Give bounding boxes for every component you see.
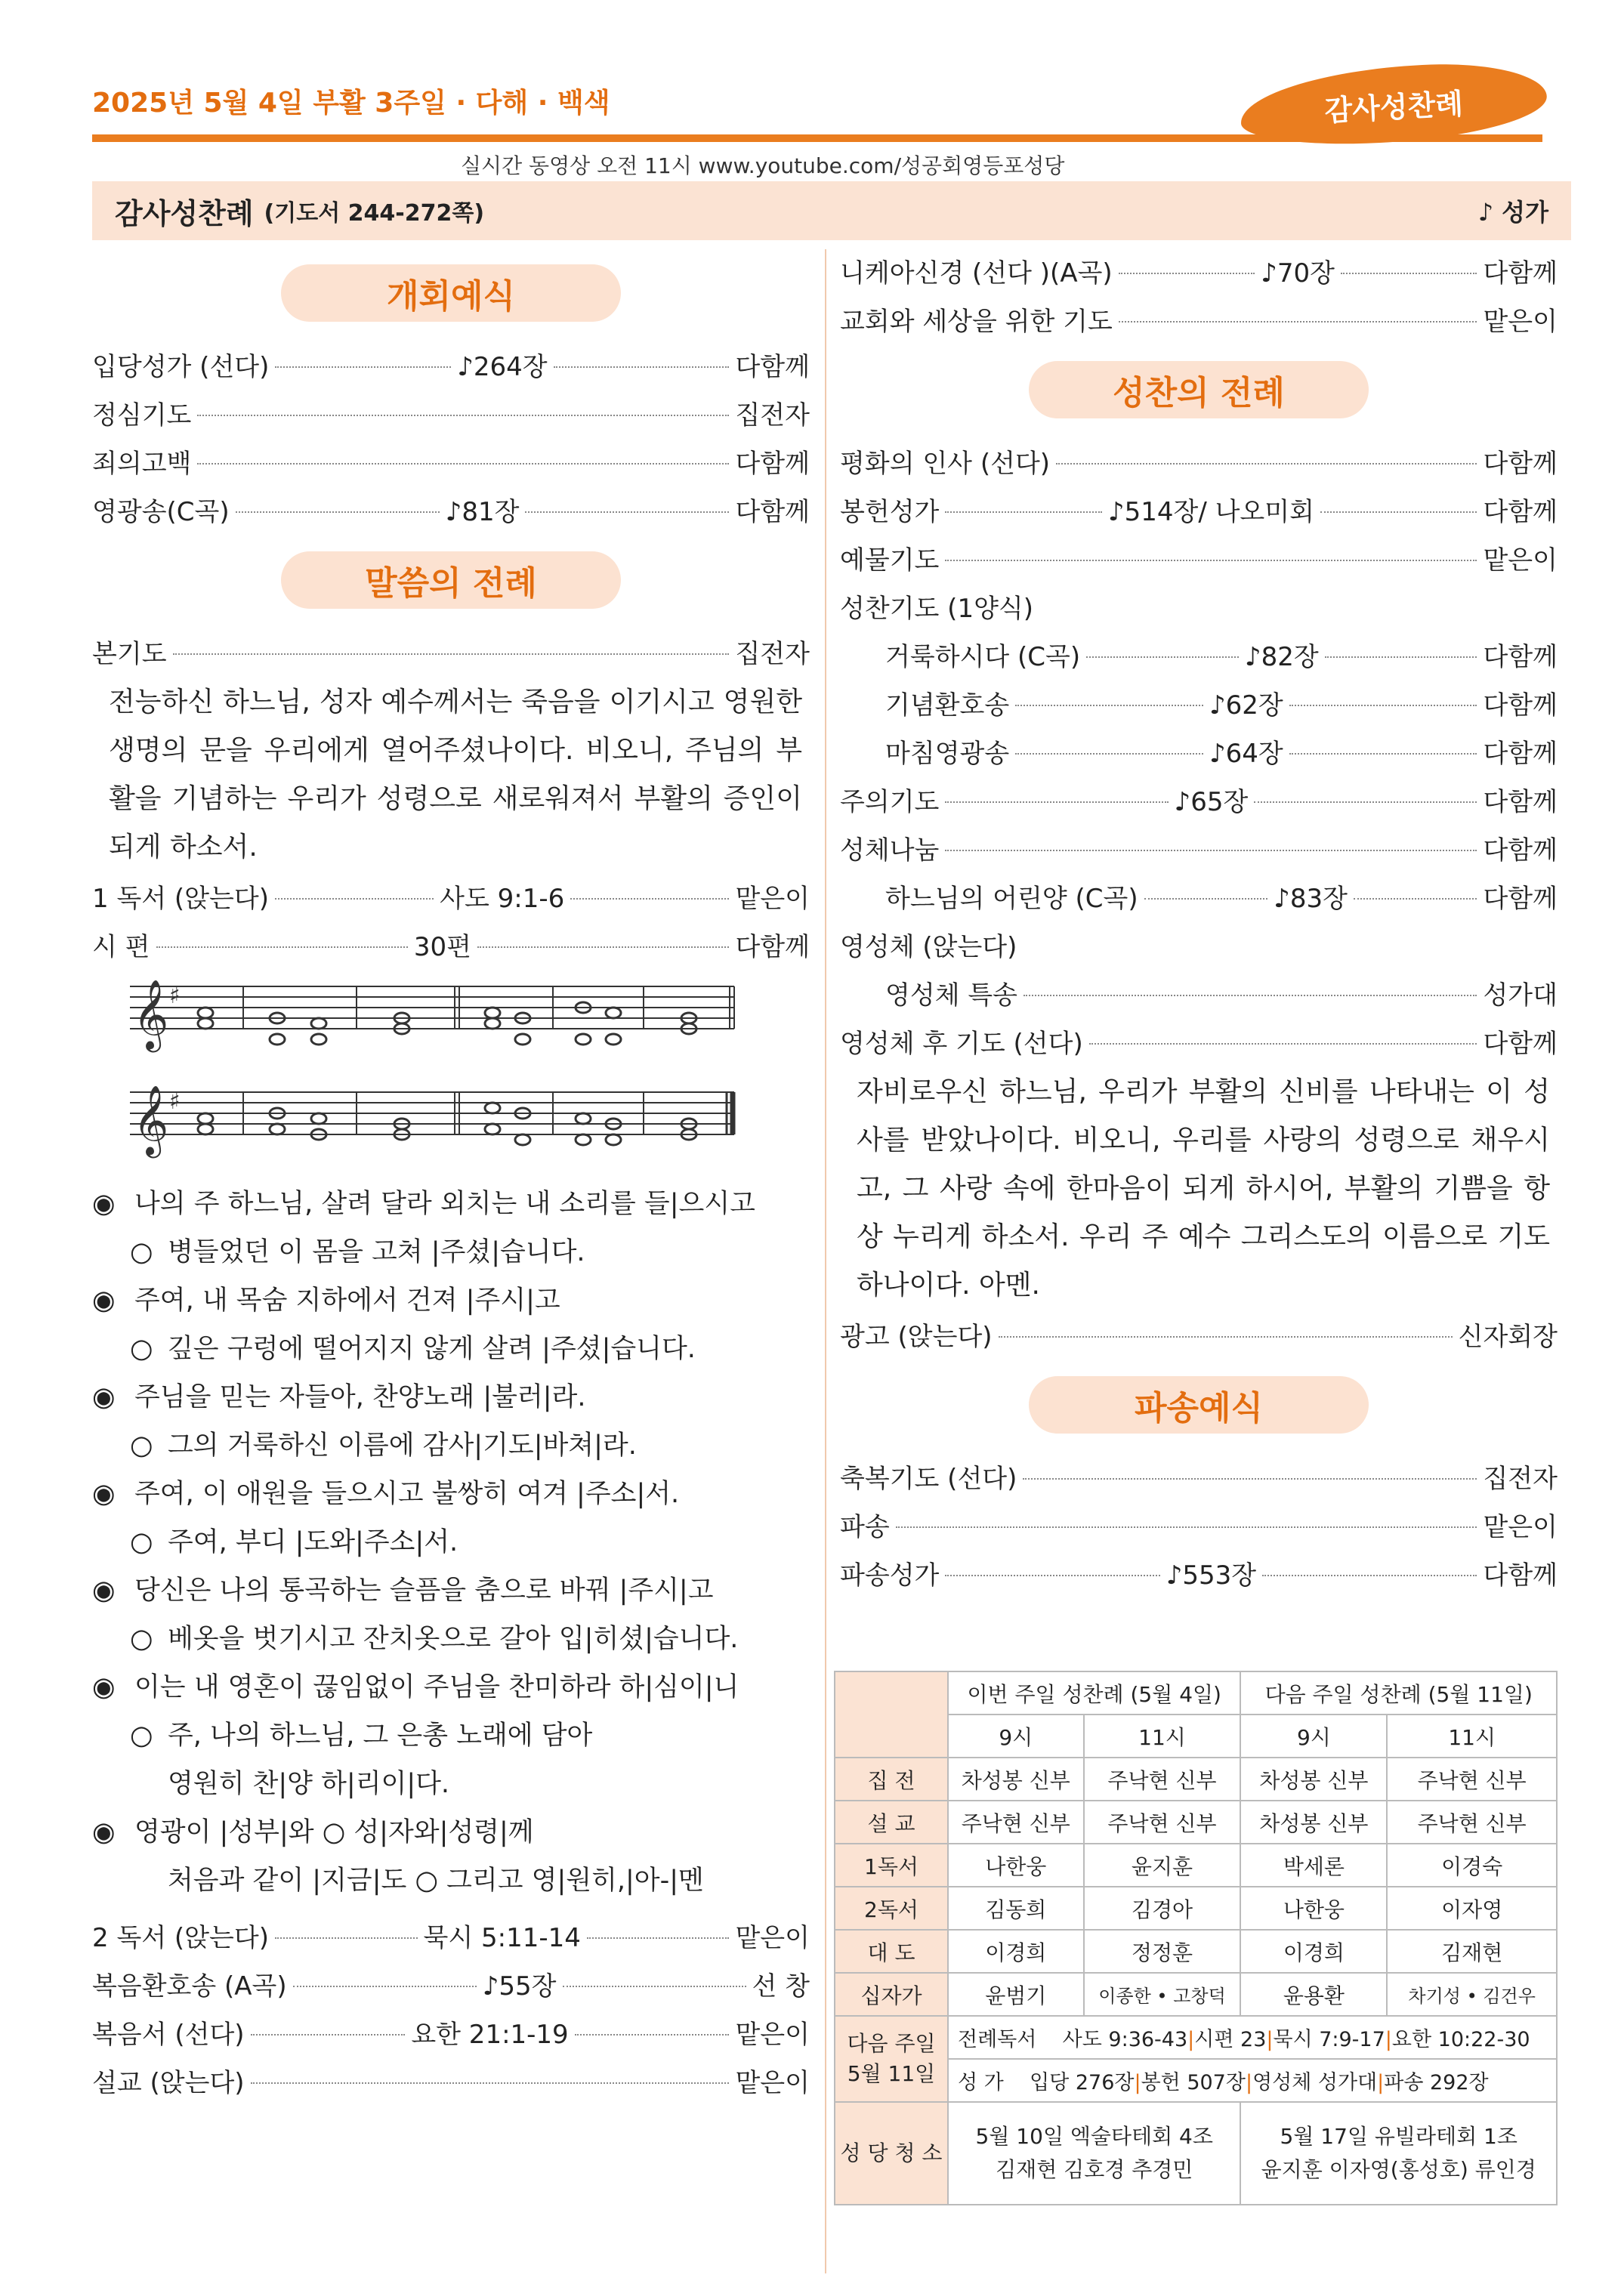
reading-item: 시편 23 bbox=[1194, 2028, 1267, 2051]
leader-dots bbox=[1254, 801, 1477, 803]
versicle-text: 당신은 나의 통곡하는 슬픔을 춤으로 바꿔 |주시|고 bbox=[134, 1576, 714, 1606]
music-staff-icon bbox=[130, 979, 795, 1168]
psalm-response bbox=[92, 1615, 810, 1663]
row-role: 맡은이 bbox=[735, 1923, 810, 1953]
collect-row bbox=[92, 630, 810, 678]
response-text: 깊은 구렁에 떨어지지 않게 살려 |주셨|습니다. bbox=[168, 1334, 696, 1364]
leader-dots bbox=[251, 2034, 406, 2036]
table-cell: 이경숙 bbox=[1387, 1844, 1557, 1887]
leader-dots bbox=[1015, 705, 1203, 706]
table-cell: 정정훈 bbox=[1084, 1930, 1241, 1973]
row-role: 집전자 bbox=[735, 400, 810, 431]
leader-dots bbox=[1289, 753, 1477, 755]
row-role: 맡은이 bbox=[735, 2068, 810, 2098]
row-label: 마침영광송 bbox=[885, 739, 1010, 769]
row-role: 다함께 bbox=[735, 932, 810, 962]
row-label: 영성체 후 기도 (선다) bbox=[840, 1029, 1083, 1059]
versicle-text: 주님을 믿는 자들아, 찬양노래 |불러|라. bbox=[134, 1382, 586, 1412]
leader-dots bbox=[1354, 898, 1477, 900]
row-hymn: ♪83장 bbox=[1274, 884, 1348, 914]
row-label: 성체나눔 bbox=[840, 835, 940, 866]
cleaning-names: 김재현 김호경 추경민 bbox=[996, 2157, 1193, 2182]
hymn-column-label: ♪ 성가 bbox=[1477, 198, 1548, 227]
table-cell: 박세론 bbox=[1240, 1844, 1387, 1887]
row-role: 다함께 bbox=[1483, 884, 1558, 914]
row-hymn: ♪62장 bbox=[1209, 690, 1283, 721]
table-cell: 차성봉 신부 bbox=[948, 1758, 1084, 1801]
table-cell: 나한웅 bbox=[1240, 1887, 1387, 1930]
time-header: 9시 bbox=[1240, 1715, 1387, 1758]
row-role: 집전자 bbox=[735, 639, 810, 669]
leader-dots bbox=[173, 653, 730, 655]
reading-rows bbox=[92, 875, 810, 971]
order-row bbox=[840, 730, 1558, 778]
row-label: 본기도 bbox=[92, 639, 167, 669]
psalm-text bbox=[92, 1180, 810, 1808]
leader-dots bbox=[1023, 1478, 1477, 1480]
row-label: 축복기도 (선다) bbox=[840, 1464, 1017, 1494]
hymn-item: 파송 292장 bbox=[1384, 2071, 1489, 2094]
table-cell: 이경희 bbox=[1240, 1930, 1387, 1973]
response-icon: ○ bbox=[130, 1721, 153, 1751]
row-label: 평화의 인사 (선다) bbox=[840, 449, 1051, 479]
leader-dots bbox=[945, 511, 1102, 513]
table-cell: 차기성 • 김건우 bbox=[1387, 1973, 1557, 2016]
row-role: 다함께 bbox=[1483, 1029, 1558, 1059]
leader-dots bbox=[945, 560, 1477, 561]
response-icon: ○ bbox=[130, 1624, 153, 1654]
svg-text:𝄞: 𝄞 bbox=[133, 979, 169, 1049]
row-label: 시 편 bbox=[92, 932, 150, 962]
leader-dots bbox=[587, 1937, 730, 1939]
row-label: 2 독서 (앉는다) bbox=[92, 1923, 269, 1953]
row-label: 파송 bbox=[840, 1512, 890, 1542]
cleaning-title: 5월 17일 유빌라테회 1조 bbox=[1280, 2124, 1517, 2149]
leader-dots bbox=[1144, 898, 1268, 900]
section-heading-word: 말씀의 전례 bbox=[281, 551, 621, 609]
leader-dots bbox=[525, 511, 729, 513]
order-row bbox=[92, 2011, 810, 2059]
psalm-response bbox=[92, 1421, 810, 1470]
row-role: 맡은이 bbox=[1483, 545, 1558, 576]
order-row bbox=[92, 440, 810, 488]
leader-dots bbox=[1289, 705, 1477, 706]
gloria-line-1: 영광이 |성부|와 ○ 성|자와|성령|께 bbox=[134, 1817, 534, 1847]
table-cell: 이경희 bbox=[948, 1930, 1084, 1973]
time-header: 11시 bbox=[1387, 1715, 1557, 1758]
psalm-chant-score bbox=[130, 979, 810, 1171]
next-readings: 전례독서 사도 9:36-43|시편 23|묵시 7:9-17|요한 10:22-30 bbox=[948, 2016, 1557, 2059]
leader-dots bbox=[1119, 273, 1255, 274]
leader-dots bbox=[275, 366, 451, 368]
table-cell: 김동희 bbox=[948, 1887, 1084, 1930]
leader-dots bbox=[1320, 511, 1477, 513]
row-role: 집전자 bbox=[1483, 1464, 1558, 1494]
next-week-header: 다음 주일 성찬례 (5월 11일) bbox=[1240, 1671, 1557, 1715]
response-text: 베옷을 벗기시고 잔치옷으로 갈아 입|히셨|습니다. bbox=[168, 1624, 739, 1654]
cleaning-names: 윤지훈 이자영(홍성호) 류인경 bbox=[1261, 2157, 1536, 2182]
reading-item: 묵시 7:9-17 bbox=[1273, 2028, 1385, 2051]
page-title: 감사성찬례 bbox=[115, 196, 254, 230]
communion-heading bbox=[840, 923, 1558, 971]
row-role: 다함께 bbox=[1483, 449, 1558, 479]
leader-dots bbox=[896, 1526, 1477, 1528]
readings-label: 전례독서 bbox=[958, 2028, 1037, 2051]
cleaning-group-a bbox=[948, 2102, 1240, 2205]
row-role: 맡은이 bbox=[735, 2020, 810, 2050]
title-bar bbox=[92, 181, 1571, 240]
versicle-icon: ◉ bbox=[92, 1382, 116, 1412]
svg-text:♯: ♯ bbox=[169, 1088, 181, 1115]
response-icon: ○ bbox=[130, 1334, 153, 1364]
hymns-label: 성 가 bbox=[958, 2071, 1004, 2094]
row-header: 설 교 bbox=[835, 1801, 948, 1844]
psalm-response bbox=[92, 1518, 810, 1566]
response-text: 주, 나의 하느님, 그 은총 노래에 담아 bbox=[168, 1721, 593, 1751]
psalm-versicle bbox=[92, 1276, 810, 1325]
response-icon: ○ bbox=[130, 1431, 153, 1461]
notice-row bbox=[840, 1313, 1558, 1361]
leader-dots bbox=[945, 1575, 1159, 1576]
leader-dots bbox=[275, 1937, 418, 1939]
row-hymn: 요한 21:1-19 bbox=[411, 2020, 569, 2050]
leader-dots bbox=[275, 898, 434, 900]
reading-item: 요한 10:22-30 bbox=[1391, 2028, 1530, 2051]
dismissal-rows bbox=[840, 1455, 1558, 1600]
table-cell: 주낙현 신부 bbox=[1084, 1758, 1241, 1801]
section-heading-dismissal: 파송예식 bbox=[1029, 1376, 1369, 1434]
row-label: 교회와 세상을 위한 기도 bbox=[840, 307, 1113, 337]
row-role: 신자회장 bbox=[1458, 1322, 1558, 1352]
gloria-line-2: 처음과 같이 |지금|도 ○ 그리고 영|원히,|아-|멘 bbox=[168, 1866, 704, 1896]
row-hymn: ♪70장 bbox=[1261, 258, 1335, 289]
leader-dots bbox=[293, 1986, 477, 1987]
response-text: 병들었던 이 몸을 고쳐 |주셨|습니다. bbox=[168, 1237, 585, 1267]
table-cell: 주낙현 신부 bbox=[1387, 1801, 1557, 1844]
section-heading-opening: 개회예식 bbox=[281, 264, 621, 322]
leader-dots bbox=[1325, 656, 1477, 658]
row-label: 설교 (앉는다) bbox=[92, 2068, 245, 2098]
row-role: 맡은이 bbox=[735, 884, 810, 914]
row-label: 주의기도 bbox=[840, 787, 940, 817]
order-row bbox=[840, 440, 1558, 488]
right-column bbox=[840, 249, 1558, 1600]
service-date: 2025년 5월 4일 부활 3주일 · 다해 · 백색 bbox=[92, 88, 610, 119]
row-label: 예물기도 bbox=[840, 545, 940, 576]
service-badge: 감사성찬례 bbox=[1239, 58, 1549, 150]
leader-dots bbox=[1089, 1043, 1477, 1045]
psalm-versicle bbox=[92, 1470, 810, 1518]
table-cell: 윤범기 bbox=[948, 1973, 1084, 2016]
row-hymn: ♪514장/ 나오미회 bbox=[1107, 497, 1314, 527]
row-role: 다함께 bbox=[1483, 642, 1558, 672]
hymn-item: 봉헌 507장 bbox=[1141, 2071, 1246, 2094]
table-cell: 김경아 bbox=[1084, 1887, 1241, 1930]
section-heading-eucharist: 성찬의 전례 bbox=[1029, 361, 1369, 418]
response-icon: ○ bbox=[130, 1237, 153, 1267]
row-header: 대 도 bbox=[835, 1930, 948, 1973]
order-row bbox=[92, 343, 810, 391]
leader-dots bbox=[197, 415, 729, 416]
table-cell: 이자영 bbox=[1387, 1887, 1557, 1930]
hymn-item: 영성체 성가대 bbox=[1252, 2071, 1378, 2094]
order-row bbox=[92, 875, 810, 923]
leader-dots bbox=[945, 850, 1477, 851]
row-role: 맡은이 bbox=[1483, 1512, 1558, 1542]
table-cell: 나한웅 bbox=[948, 1844, 1084, 1887]
versicle-text: 이는 내 영혼이 끊임없이 주님을 찬미하라 하|심이|니 bbox=[134, 1672, 739, 1702]
live-stream-info: 실시간 동영상 오전 11시 www.youtube.com/성공회영등포성당 bbox=[461, 153, 1065, 178]
psalm-response bbox=[92, 1228, 810, 1276]
psalm-versicle bbox=[92, 1663, 810, 1711]
table-cell: 윤용환 bbox=[1240, 1973, 1387, 2016]
versicle-icon: ◉ bbox=[92, 1576, 116, 1606]
next-sunday-label: 다음 주일 5월 11일 bbox=[835, 2016, 948, 2102]
leader-dots bbox=[575, 2034, 730, 2036]
table-cell: 주낙현 신부 bbox=[1084, 1801, 1241, 1844]
leader-dots bbox=[1015, 753, 1203, 755]
row-label: 성찬기도 (1양식) bbox=[840, 594, 1034, 624]
order-row bbox=[840, 778, 1558, 826]
table-cell: 윤지훈 bbox=[1084, 1844, 1241, 1887]
order-row bbox=[92, 391, 810, 440]
row-label: 거룩하시다 (C곡) bbox=[885, 642, 1081, 672]
row-label: 광고 (앉는다) bbox=[840, 1322, 993, 1352]
row-label: 니케아신경 (선다 )(A곡) bbox=[840, 258, 1113, 289]
row-hymn: ♪64장 bbox=[1209, 739, 1283, 769]
eucharistic-prayer-heading bbox=[840, 585, 1558, 633]
order-row bbox=[840, 971, 1558, 1020]
row-label: 파송성가 bbox=[840, 1560, 940, 1591]
table-cell: 김재현 bbox=[1387, 1930, 1557, 1973]
row-role: 다함께 bbox=[735, 449, 810, 479]
leader-dots bbox=[554, 366, 730, 368]
header-rule bbox=[92, 134, 1542, 142]
order-row bbox=[840, 488, 1558, 536]
table-cell: 주낙현 신부 bbox=[1387, 1758, 1557, 1801]
leader-dots bbox=[251, 2082, 730, 2084]
cleaning-label: 성 당 청 소 bbox=[835, 2102, 948, 2205]
row-hymn: ♪81장 bbox=[445, 497, 520, 527]
leader-dots bbox=[1086, 656, 1239, 658]
response-icon: ○ bbox=[130, 1527, 153, 1557]
response-text: 그의 거룩하신 이름에 감사|기도|바쳐|라. bbox=[168, 1431, 637, 1461]
table-row bbox=[835, 1801, 1557, 1844]
svg-text:♯: ♯ bbox=[169, 983, 181, 1009]
table-cell: 주낙현 신부 bbox=[948, 1801, 1084, 1844]
versicle-text: 주여, 내 목숨 지하에서 건져 |주시|고 bbox=[134, 1286, 560, 1316]
row-hymn: ♪65장 bbox=[1174, 787, 1249, 817]
row-role: 선 창 bbox=[752, 1971, 810, 2002]
left-column bbox=[92, 249, 810, 2107]
row-label: 복음환호송 (A곡) bbox=[92, 1971, 287, 2002]
row-header: 2독서 bbox=[835, 1887, 948, 1930]
response-text: 영원히 찬|양 하|리이|다. bbox=[168, 1769, 450, 1799]
schedule-rows bbox=[835, 1758, 1557, 2016]
leader-dots bbox=[999, 1336, 1453, 1338]
communion-rows bbox=[840, 971, 1558, 1068]
row-hymn: ♪55장 bbox=[482, 1971, 557, 2002]
svg-text:𝄞: 𝄞 bbox=[133, 1085, 169, 1155]
psalm-versicle bbox=[92, 1373, 810, 1421]
versicle-text: 나의 주 하느님, 살려 달라 외치는 내 소리를 들|으시고 bbox=[134, 1189, 755, 1219]
order-row bbox=[92, 488, 810, 536]
table-row bbox=[835, 1930, 1557, 1973]
versicle-icon: ◉ bbox=[92, 1672, 116, 1702]
table-cell: 차성봉 신부 bbox=[1240, 1758, 1387, 1801]
order-row bbox=[840, 633, 1558, 681]
psalm-response bbox=[92, 1325, 810, 1373]
row-hymn: ♪82장 bbox=[1244, 642, 1319, 672]
row-hymn: 사도 9:1-6 bbox=[440, 884, 565, 914]
order-row bbox=[840, 298, 1558, 346]
creed-rows bbox=[840, 249, 1558, 346]
table-row bbox=[835, 1887, 1557, 1930]
leader-dots bbox=[1262, 1575, 1477, 1576]
gospel-rows bbox=[92, 1914, 810, 2107]
row-label: 영성체 (앉는다) bbox=[840, 932, 1017, 962]
column-divider bbox=[825, 249, 826, 2273]
row-header: 집 전 bbox=[835, 1758, 948, 1801]
schedule-table bbox=[834, 1671, 1558, 2205]
leader-dots bbox=[1056, 463, 1477, 465]
order-row bbox=[840, 1455, 1558, 1503]
order-row bbox=[840, 681, 1558, 730]
leader-dots bbox=[236, 511, 440, 513]
row-role: 다함께 bbox=[1483, 690, 1558, 721]
table-cell: 이종한 • 고창덕 bbox=[1084, 1973, 1241, 2016]
leader-dots bbox=[477, 946, 729, 948]
order-row bbox=[840, 249, 1558, 298]
psalm-versicle bbox=[92, 1566, 810, 1615]
offertory-rows bbox=[840, 440, 1558, 585]
row-header: 1독서 bbox=[835, 1844, 948, 1887]
row-role: 성가대 bbox=[1483, 980, 1558, 1011]
order-row bbox=[92, 1962, 810, 2011]
order-row bbox=[840, 826, 1558, 875]
row-role: 다함께 bbox=[1483, 497, 1558, 527]
row-hymn: ♪264장 bbox=[457, 352, 548, 382]
cleaning-title: 5월 10일 엑술타테회 4조 bbox=[975, 2124, 1213, 2149]
row-hymn: ♪553장 bbox=[1166, 1560, 1257, 1591]
row-label: 죄의고백 bbox=[92, 449, 192, 479]
row-role: 다함께 bbox=[735, 497, 810, 527]
row-role: 다함께 bbox=[1483, 739, 1558, 769]
row-label: 1 독서 (앉는다) bbox=[92, 884, 269, 914]
cleaning-group-b bbox=[1240, 2102, 1557, 2205]
row-label: 영성체 특송 bbox=[885, 980, 1018, 1011]
psalm-versicle bbox=[92, 1180, 810, 1228]
prayer-book-pages: (기도서 244-272쪽) bbox=[264, 200, 485, 227]
order-row bbox=[840, 1551, 1558, 1600]
opening-rows bbox=[92, 343, 810, 536]
table-corner bbox=[835, 1671, 948, 1758]
hymn-item: 입당 276장 bbox=[1030, 2071, 1135, 2094]
row-role: 다함께 bbox=[735, 352, 810, 382]
table-row bbox=[835, 1844, 1557, 1887]
order-row bbox=[92, 2059, 810, 2107]
row-label: 봉헌성가 bbox=[840, 497, 940, 527]
row-role: 다함께 bbox=[1483, 835, 1558, 866]
row-label: 영광송(C곡) bbox=[92, 497, 230, 527]
psalm-response bbox=[92, 1760, 810, 1808]
psalm-response bbox=[92, 1711, 810, 1760]
leader-dots bbox=[197, 463, 729, 465]
order-row bbox=[840, 1020, 1558, 1068]
leader-dots bbox=[1119, 321, 1477, 323]
leader-dots bbox=[1023, 995, 1477, 996]
row-label: 입당성가 (선다) bbox=[92, 352, 270, 382]
this-week-header: 이번 주일 성찬례 (5월 4일) bbox=[948, 1671, 1240, 1715]
reading-item: 사도 9:36-43 bbox=[1062, 2028, 1188, 2051]
order-row bbox=[92, 1914, 810, 1962]
leader-dots bbox=[156, 946, 408, 948]
order-row bbox=[92, 923, 810, 971]
eucharistic-rows bbox=[840, 633, 1558, 923]
row-header: 십자가 bbox=[835, 1973, 948, 2016]
table-row bbox=[835, 1758, 1557, 1801]
order-row bbox=[840, 1503, 1558, 1551]
versicle-icon: ◉ bbox=[92, 1479, 116, 1509]
time-header: 9시 bbox=[948, 1715, 1084, 1758]
row-label: 복음서 (선다) bbox=[92, 2020, 245, 2050]
row-label: 기념환호송 bbox=[885, 690, 1010, 721]
time-header: 11시 bbox=[1084, 1715, 1241, 1758]
next-hymns: 성 가 입당 276장|봉헌 507장|영성체 성가대|파송 292장 bbox=[948, 2059, 1557, 2102]
versicle-text: 주여, 이 애원을 들으시고 불쌍히 여겨 |주소|서. bbox=[134, 1479, 680, 1509]
row-role: 다함께 bbox=[1483, 258, 1558, 289]
gloria-patri bbox=[92, 1808, 810, 1905]
order-row bbox=[840, 536, 1558, 585]
response-text: 주여, 부디 |도와|주소|서. bbox=[168, 1527, 458, 1557]
row-hymn: 묵시 5:11-14 bbox=[423, 1923, 581, 1953]
post-communion-text: 자비로우신 하느님, 우리가 부활의 신비를 나타내는 이 성사를 받았나이다. 비오니, 우리를 사랑의 성령으로 채우시고, 그 사랑 속에 한마음이 되게 하시어, 부활의 기쁨을 항상 누리게 하소서. 우리 주 예수 그리스도의 이름으로 기도하나이다. 아멘. bbox=[857, 1076, 1550, 1301]
versicle-icon: ◉ bbox=[92, 1817, 116, 1847]
row-role: 맡은이 bbox=[1483, 307, 1558, 337]
row-role: 다함께 bbox=[1483, 787, 1558, 817]
row-label: 정심기도 bbox=[92, 400, 192, 431]
collect-text: 전능하신 하느님, 성자 예수께서는 죽음을 이기시고 영원한 생명의 문을 우리에게 열어주셨나이다. 비오니, 주님의 부활을 기념하는 우리가 성령으로 새로워져서 부활의 증인이 되게 하소서. bbox=[109, 687, 802, 863]
versicle-icon: ◉ bbox=[92, 1189, 116, 1219]
leader-dots bbox=[1341, 273, 1477, 274]
versicle-icon: ◉ bbox=[92, 1286, 116, 1316]
leader-dots bbox=[563, 1986, 746, 1987]
table-row bbox=[835, 1973, 1557, 2016]
order-row bbox=[840, 875, 1558, 923]
row-role: 다함께 bbox=[1483, 1560, 1558, 1591]
table-cell: 차성봉 신부 bbox=[1240, 1801, 1387, 1844]
row-label: 하느님의 어린양 (C곡) bbox=[885, 884, 1138, 914]
leader-dots bbox=[570, 898, 729, 900]
leader-dots bbox=[945, 801, 1168, 803]
row-hymn: 30편 bbox=[413, 932, 472, 962]
